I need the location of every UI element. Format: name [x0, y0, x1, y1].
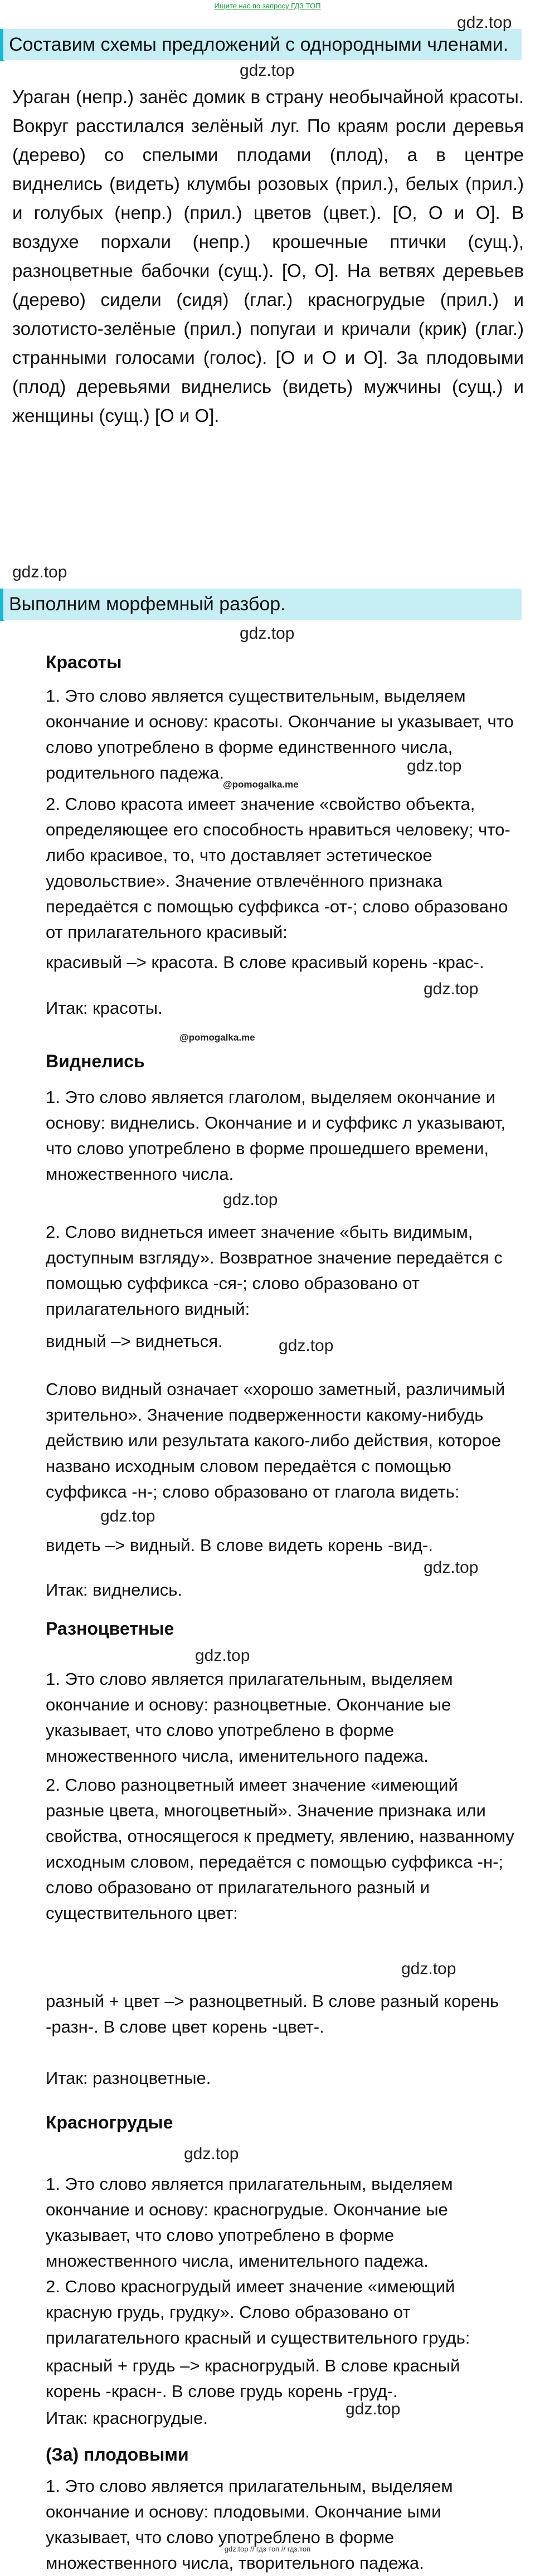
section-derivation: видеть –> видный. В слове видеть корень -вид-. [46, 1535, 433, 1555]
section-title: (За) плодовыми [46, 2444, 189, 2465]
section-paragraph: 2. Слово красота имеет значение «свойство объекта, определяющее его способность нравиться человеку; что-либо красивое, то, что доставляет эстетическое удовольствие». Значение отвлечённого признака передаётся с помощью суффикса -от-; слово образовано от прилагательного красивый: [46, 794, 510, 942]
watermark: gdz.top [12, 563, 67, 581]
section-paragraph: 1. Это слово является существительным, выделяем окончание и основу: красоты. Окончание ы указывает, что слово употреблено в форме единственного числа, родительного падежа. [46, 686, 514, 782]
watermark: gdz.top [195, 1646, 250, 1665]
watermark-pomogalka: @pomogalka.me [179, 1032, 255, 1043]
section-summary: Итак: красногрудые. [46, 2408, 208, 2428]
task1-paragraph: Ураган (непр.) занёс домик в страну необычайной красоты. Вокруг расстилался зелёный луг. По краям росли деревья (дерево) со спелыми плодами (плод), а в центре виднелись (видеть) клумбы розовых (прил.), белых (прил.) и голубых (непр.) (прил.) цветов (цвет.). [О, О и О]. В воздухе порхали (непр.) крошечные птички (сущ.), разноцветные бабочки (сущ.). [О, О]. На ветвях деревьев (дерево) сидели (сидя) (глаг.) красногрудые (прил.) и золотисто-зелёные (прил.) попугаи и кричали (крик) (глаг.) странными голосами (голос). [О и О и О]. За плодовыми (плод) деревьями виднелись (видеть) мужчины (сущ.) и женщины (сущ.) [О и О]. [12, 86, 524, 426]
section-paragraph: 1. Это слово является глаголом, выделяем окончание и основу: виднелись. Окончание и и суффикс л указывают, что слово употреблено в форме прошедшего времени, множественного числа. [46, 1087, 506, 1184]
watermark: gdz.top [240, 624, 295, 643]
watermark: gdz.top [100, 1507, 155, 1525]
watermark: gdz.top [184, 2145, 239, 2163]
section-title: Красногрудые [46, 2112, 173, 2132]
watermark: gdz.top [346, 2400, 401, 2418]
footer-links[interactable]: gdz.top // гдз топ // гдз.топ [224, 2545, 311, 2553]
section-paragraph: 2. Слово разноцветный имеет значение «имеющий разные цвета, многоцветный». Значение признака или свойства, относящегося к предмету, явлению, названному исходным словом, передаётся с помощью суффикса -н-; слово образовано от прилагательного разный и существительного цвет: [46, 1775, 514, 1923]
task1-header: Составим схемы предложений с однородными членами. [3, 29, 522, 60]
section-paragraph: 2. Слово красногрудый имеет значение «имеющий красную грудь, грудку». Слово образовано от прилагательного красный и существительного грудь: [46, 2277, 470, 2347]
section-derivation: красивый –> красота. В слове красивый корень -крас-. [46, 952, 484, 972]
section-paragraph: Слово видный означает «хорошо заметный, различимый зрительно». Значение подверженности какому-нибудь действию или результата какого-либо действия, которое названо исходным словом передаётся с помощью суффикса -н-; слово образовано от глагола видеть: [46, 1379, 505, 1501]
section-paragraph: 1. Это слово является прилагательным, выделяем окончание и основу: красногрудые. Окончание ые указывает, что слово употреблено в форме множественного числа, именительного падежа. [46, 2174, 453, 2271]
watermark: gdz.top [457, 13, 512, 32]
section-title: Разноцветные [46, 1618, 174, 1639]
top-banner[interactable]: Ищите нас по запросу ГДЗ ТОП [214, 2, 321, 10]
section-title: Виднелись [46, 1051, 145, 1071]
watermark-pomogalka: @pomogalka.me [223, 779, 299, 790]
watermark: gdz.top [424, 980, 479, 998]
task2-header: Выполним морфемный разбор. [3, 589, 522, 620]
section-paragraph: 2. Слово виднеться имеет значение «быть видимым, доступным взгляду». Возвратное значение передаётся с помощью суффикса -ся-; слово образовано от прилагательного видный: [46, 1222, 503, 1319]
watermark: gdz.top [240, 61, 295, 80]
watermark: gdz.top [401, 1960, 456, 1978]
section-title: Красоты [46, 652, 122, 672]
section-summary: Итак: красоты. [46, 998, 163, 1018]
watermark: gdz.top [407, 757, 462, 775]
section-derivation: видный –> виднеться. [46, 1331, 223, 1351]
section-summary: Итак: виднелись. [46, 1580, 183, 1600]
watermark: gdz.top [279, 1336, 334, 1355]
section-derivation: разный + цвет –> разноцветный. В слове разный корень -разн-. В слове цвет корень -цвет-. [46, 1991, 499, 2037]
section-summary: Итак: разноцветные. [46, 2068, 211, 2088]
section-paragraph: 1. Это слово является прилагательным, выделяем окончание и основу: разноцветные. Окончание ые указывает, что слово употреблено в форме множественного числа, именительного падежа. [46, 1669, 453, 1766]
watermark: gdz.top [223, 1190, 278, 1209]
section-derivation: красный + грудь –> красногрудый. В слове красный корень -красн-. В слове грудь корень -груд-. [46, 2356, 460, 2401]
watermark: gdz.top [424, 1558, 479, 1577]
section-paragraph: 1. Это слово является прилагательным, выделяем окончание и основу: плодовыми. Окончание ыми указывает, что слово употреблено в форме множественного числа, творительного падежа. [46, 2476, 453, 2573]
